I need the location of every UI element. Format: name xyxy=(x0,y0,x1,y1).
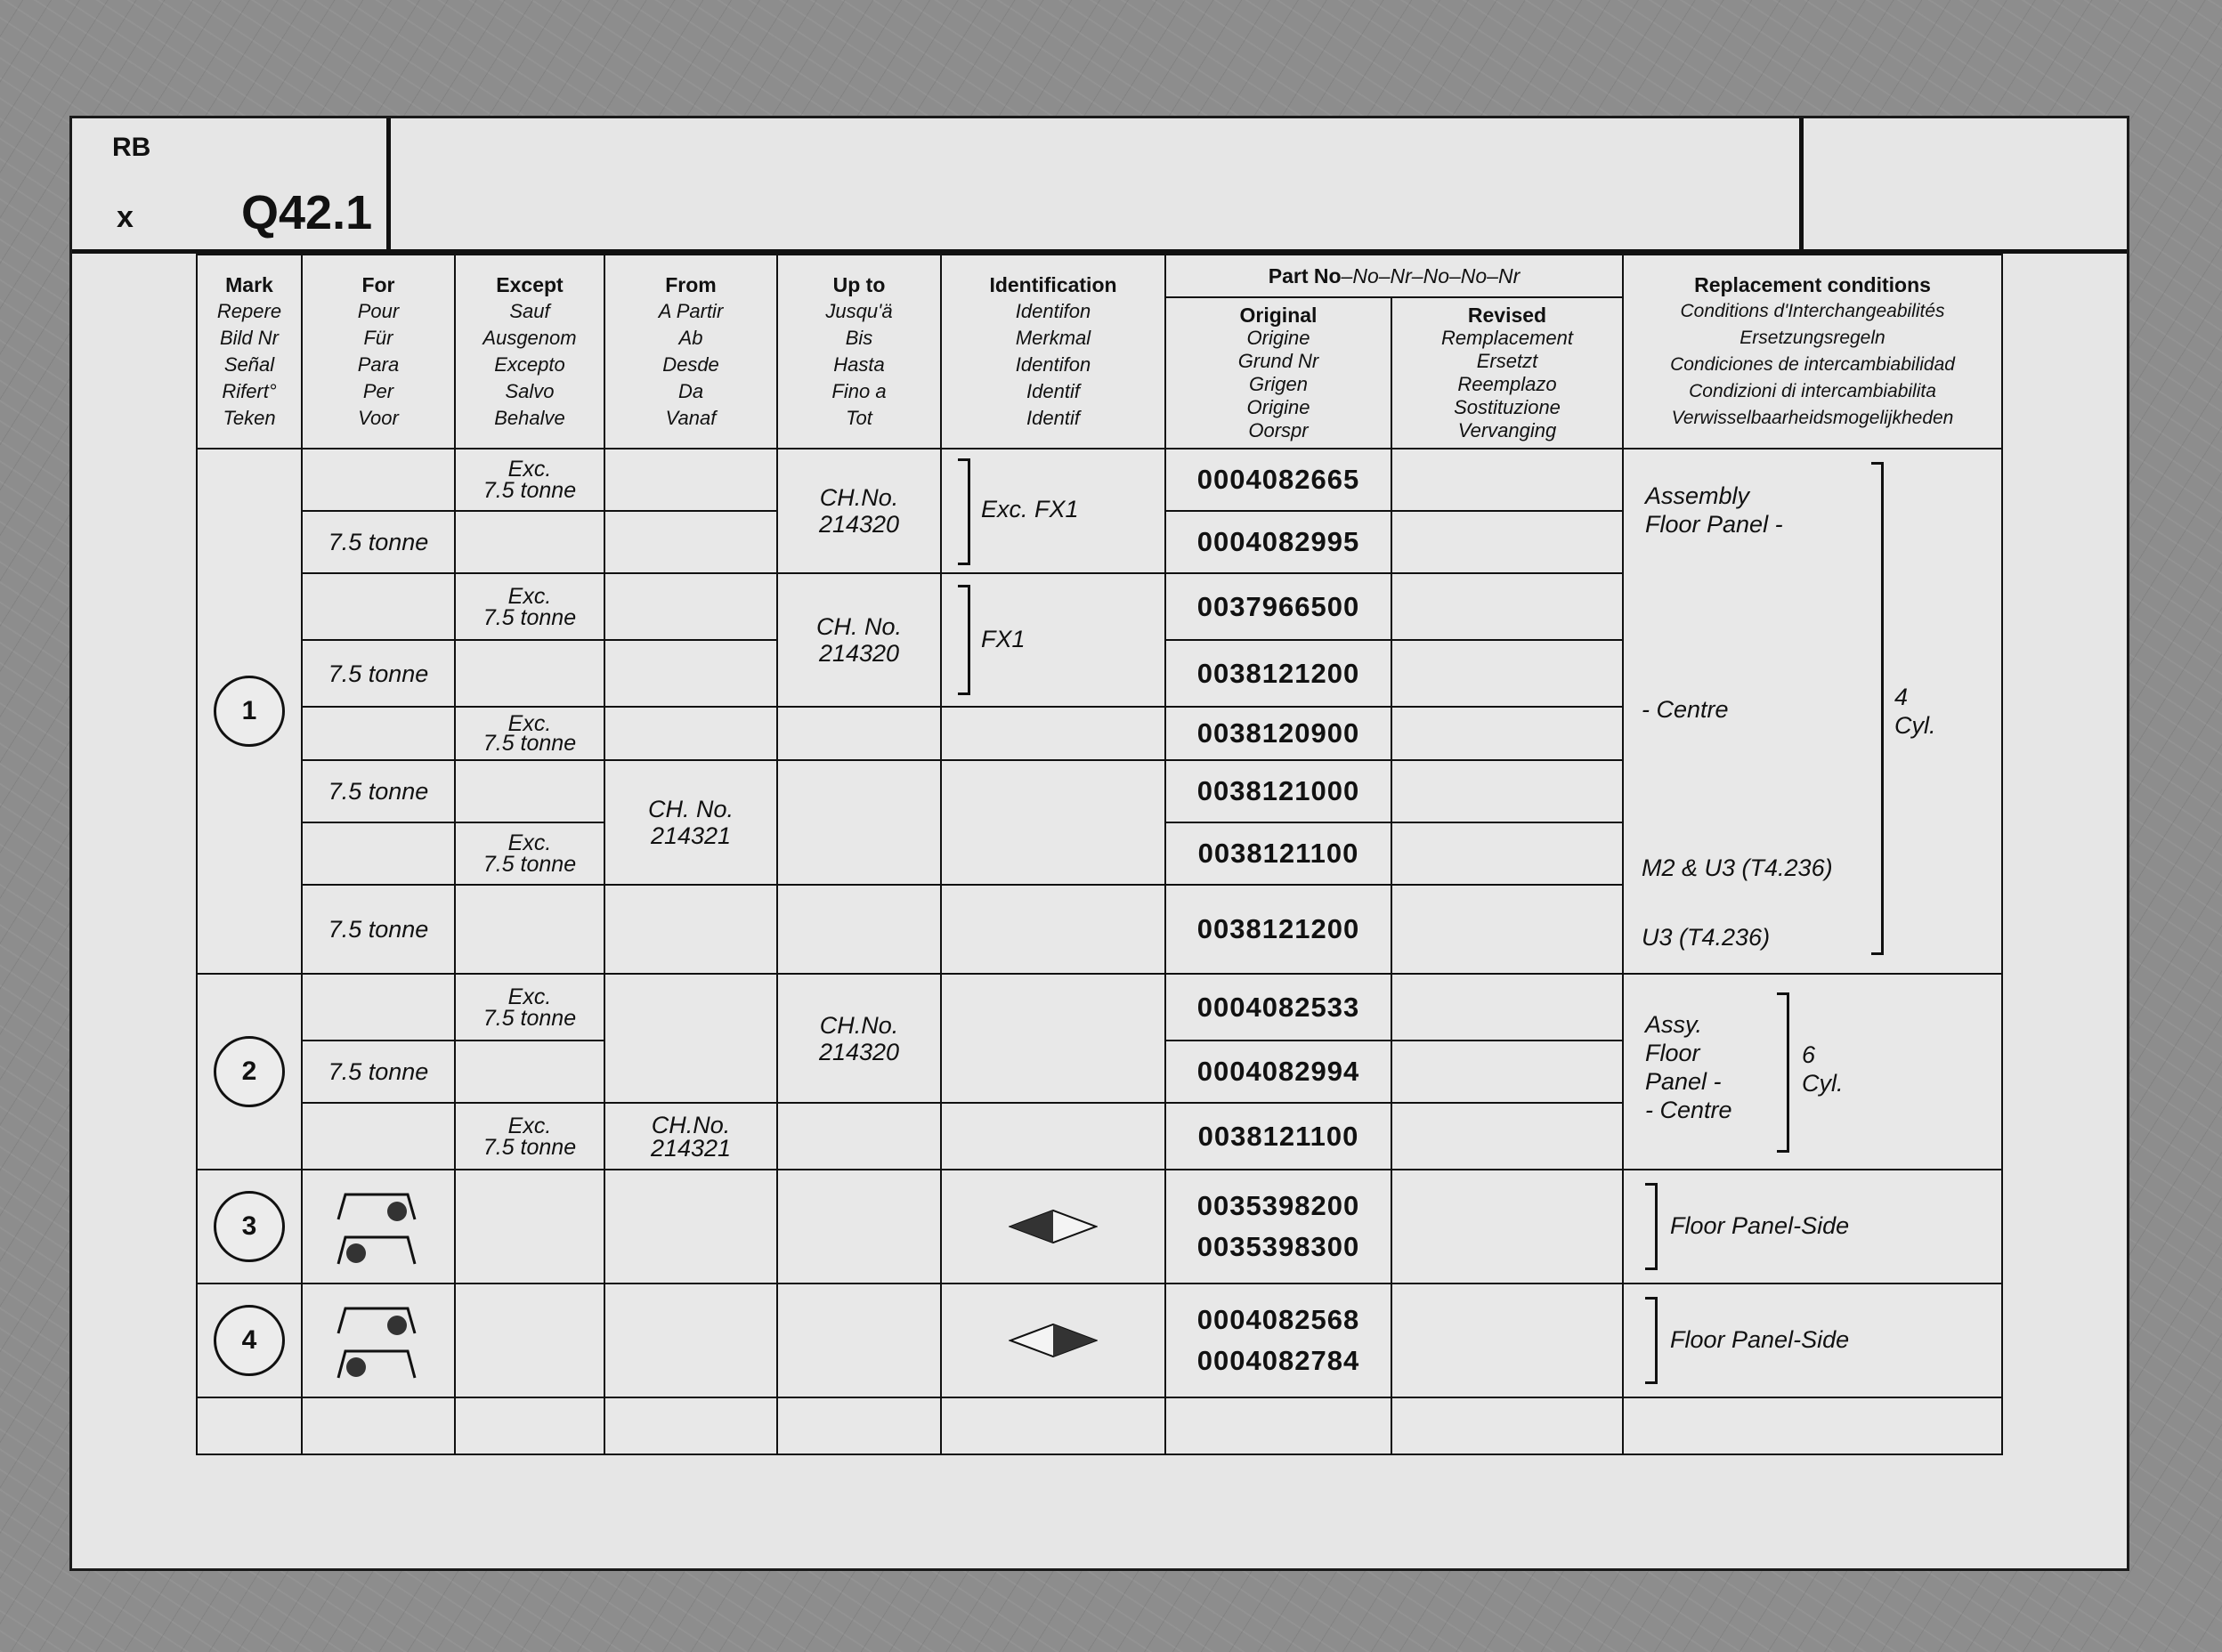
from-cell-chno: CH. No. 214321 xyxy=(605,761,778,886)
part-number-cell: 0004082533 xyxy=(1166,975,1392,1041)
header-upto: Up to Jusqu'ä Bis Hasta Fino a Tot xyxy=(778,254,942,449)
header-from: From A Partir Ab Desde Da Vanaf xyxy=(605,254,778,449)
part-number-cell: 0037966500 xyxy=(1166,574,1392,641)
cond-centre2: - Centre xyxy=(1645,1097,1732,1123)
upto-cell xyxy=(778,1104,942,1170)
ident-bracket xyxy=(958,458,970,565)
mark-cell-4 xyxy=(196,1284,303,1398)
cond-side-3: Floor Panel-Side xyxy=(1670,1212,1850,1239)
revised-cell xyxy=(1392,886,1624,975)
part-number-cell: 0038120900 xyxy=(1166,708,1392,761)
for-cell xyxy=(303,708,456,761)
except-cell xyxy=(456,512,605,574)
header-except: Except Sauf Ausgenom Excepto Salvo Behalve xyxy=(456,254,605,449)
header-replacement: Replacement conditions Conditions d'Interchangeabilités Ersetzungsregeln Condiciones de intercambiabilidad Condizioni di intercambiabilita Verwisselbaarheidsmogelijkheden xyxy=(1624,254,2003,449)
for-cell: 7.5 tonne xyxy=(303,512,456,574)
conditions-cell-4 xyxy=(1624,1284,2003,1398)
ident-cell xyxy=(942,1284,1166,1398)
except-cell xyxy=(456,1170,605,1284)
except-cell: Exc. 7.5 tonne xyxy=(456,823,605,886)
upto-cell xyxy=(778,708,942,761)
conditions-cell-1 xyxy=(1624,449,2003,975)
from-cell xyxy=(605,886,778,975)
revised-cell xyxy=(1392,761,1624,823)
ident-cell xyxy=(942,1104,1166,1170)
for-cell: 7.5 tonne xyxy=(303,886,456,975)
cond-floor: Floor xyxy=(1645,1040,1700,1066)
revised-cell xyxy=(1392,1170,1624,1284)
ident-cell xyxy=(942,761,1166,886)
for-cell xyxy=(303,449,456,512)
upto-cell-chno: CH.No. 214320 xyxy=(778,449,942,574)
except-cell xyxy=(456,886,605,975)
for-cell xyxy=(303,823,456,886)
mark-cell-2 xyxy=(196,975,303,1170)
floor-panel-side-diagram-3 xyxy=(329,1182,427,1271)
part-number-cell: 0035398200 0035398300 xyxy=(1166,1170,1392,1284)
cond-cyl: Cyl. xyxy=(1894,712,1936,739)
except-cell xyxy=(456,1398,605,1455)
part-number-cell: 0038121100 xyxy=(1166,823,1392,886)
cond-assy: Assy. xyxy=(1645,1011,1703,1038)
upto-cell xyxy=(778,761,942,886)
right-arrow-icon xyxy=(1009,1323,1098,1358)
reference-number: Q42.1 xyxy=(241,186,373,239)
from-cell xyxy=(605,708,778,761)
part-number-cell: 0004082994 xyxy=(1166,1041,1392,1104)
revised-cell xyxy=(1392,1398,1624,1455)
mark-circle-2: 2 xyxy=(214,1036,285,1107)
revised-cell xyxy=(1392,512,1624,574)
header-mark: Mark Repere Bild Nr Señal Rifert° Teken xyxy=(196,254,303,449)
revised-cell xyxy=(1392,1284,1624,1398)
conditions-cell-3 xyxy=(1624,1170,2003,1284)
header-revised: Revised Remplacement Ersetzt Reemplazo Sostituzione Vervanging xyxy=(1392,298,1624,449)
except-cell xyxy=(456,761,605,823)
for-cell: 7.5 tonne xyxy=(303,761,456,823)
part-number-cell: 0038121000 xyxy=(1166,761,1392,823)
ident-cell xyxy=(942,975,1166,1104)
ident-bracket xyxy=(958,585,970,695)
part-number-cell: 0004082665 xyxy=(1166,449,1392,512)
revised-cell xyxy=(1392,708,1624,761)
except-cell: Exc. 7.5 tonne xyxy=(456,975,605,1041)
left-arrow-icon xyxy=(1009,1209,1098,1244)
ident-cell xyxy=(942,886,1166,975)
conditions-cell-empty xyxy=(1624,1398,2003,1455)
code-prefix: RB xyxy=(112,133,151,162)
ident-cell: FX1 xyxy=(942,574,1166,708)
cond-bracket-4cyl xyxy=(1871,462,1884,955)
mark-cell-empty xyxy=(196,1398,303,1455)
part-number-cell: 0038121200 xyxy=(1166,886,1392,975)
revised-cell xyxy=(1392,1041,1624,1104)
from-cell xyxy=(605,641,778,708)
from-cell xyxy=(605,574,778,641)
upto-cell xyxy=(778,1284,942,1398)
cond-bracket-6cyl xyxy=(1777,992,1789,1153)
from-cell xyxy=(605,1170,778,1284)
for-cell xyxy=(303,1104,456,1170)
ident-cell xyxy=(942,708,1166,761)
from-cell xyxy=(605,975,778,1104)
card-header xyxy=(72,118,2127,254)
except-cell xyxy=(456,1041,605,1104)
mark-cell-3 xyxy=(196,1170,303,1284)
header-original: Original Origine Grund Nr Grigen Origine Oorspr xyxy=(1166,298,1392,449)
upto-cell-chno: CH. No. 214320 xyxy=(778,574,942,708)
except-cell xyxy=(456,641,605,708)
revised-cell xyxy=(1392,975,1624,1041)
mark-cell-1 xyxy=(196,449,303,975)
except-cell: Exc. 7.5 tonne xyxy=(456,574,605,641)
cond-4: 4 xyxy=(1894,684,1909,710)
for-cell: 7.5 tonne xyxy=(303,641,456,708)
header-right-box xyxy=(1799,118,2132,249)
ident-cell xyxy=(942,1170,1166,1284)
part-number-cell: 0038121200 xyxy=(1166,641,1392,708)
mark-circle-1: 1 xyxy=(214,676,285,747)
header-partno: Part No–No–Nr–No–No–Nr xyxy=(1166,254,1624,298)
part-number-cell: 0004082995 xyxy=(1166,512,1392,574)
for-cell xyxy=(303,975,456,1041)
revised-cell xyxy=(1392,641,1624,708)
except-cell xyxy=(456,1284,605,1398)
floor-panel-side-diagram-4 xyxy=(329,1296,427,1385)
for-cell-diagram-3 xyxy=(303,1170,456,1284)
from-cell-chno: CH.No. 214321 xyxy=(605,1104,778,1170)
ident-cell: Exc. FX1 xyxy=(942,449,1166,574)
part-number-cell xyxy=(1166,1398,1392,1455)
cond-6: 6 xyxy=(1802,1041,1816,1068)
revised-cell xyxy=(1392,449,1624,512)
code-box xyxy=(72,118,391,249)
code-mark: x xyxy=(117,200,134,234)
upto-cell xyxy=(778,886,942,975)
from-cell xyxy=(605,1398,778,1455)
upto-cell xyxy=(778,1170,942,1284)
cond-bracket-side-4 xyxy=(1645,1297,1658,1384)
for-cell xyxy=(303,1398,456,1455)
header-for: For Pour Für Para Per Voor xyxy=(303,254,456,449)
for-cell: 7.5 tonne xyxy=(303,1041,456,1104)
from-cell xyxy=(605,1284,778,1398)
header-identification: Identification Identifon Merkmal Identifon Identif Identif xyxy=(942,254,1166,449)
revised-cell xyxy=(1392,1104,1624,1170)
parts-table xyxy=(196,254,2003,1455)
cond-side-4: Floor Panel-Side xyxy=(1670,1326,1850,1353)
cond-m2u3: M2 & U3 (T4.236) xyxy=(1642,854,1833,881)
cond-cyl2: Cyl. xyxy=(1802,1070,1844,1097)
revised-cell xyxy=(1392,823,1624,886)
cond-assembly: Assembly xyxy=(1645,482,1750,509)
upto-cell-chno: CH.No. 214320 xyxy=(778,975,942,1104)
except-cell: Exc. 7.5 tonne xyxy=(456,1104,605,1170)
part-number-cell: 0004082568 0004082784 xyxy=(1166,1284,1392,1398)
part-number-cell: 0038121100 xyxy=(1166,1104,1392,1170)
for-cell-diagram-4 xyxy=(303,1284,456,1398)
cond-bracket-side-3 xyxy=(1645,1183,1658,1270)
mark-circle-3: 3 xyxy=(214,1191,285,1262)
cond-panel: Panel - xyxy=(1645,1068,1722,1095)
mark-circle-4: 4 xyxy=(214,1305,285,1376)
except-cell: Exc. 7.5 tonne xyxy=(456,708,605,761)
for-cell xyxy=(303,574,456,641)
cond-centre: - Centre xyxy=(1642,696,1729,723)
revised-cell xyxy=(1392,574,1624,641)
ident-cell xyxy=(942,1398,1166,1455)
from-cell xyxy=(605,449,778,512)
cond-floor-panel: Floor Panel - xyxy=(1645,511,1783,538)
except-cell: Exc. 7.5 tonne xyxy=(456,449,605,512)
conditions-cell-2 xyxy=(1624,975,2003,1170)
cond-u3: U3 (T4.236) xyxy=(1642,924,1771,951)
upto-cell xyxy=(778,1398,942,1455)
from-cell xyxy=(605,512,778,574)
